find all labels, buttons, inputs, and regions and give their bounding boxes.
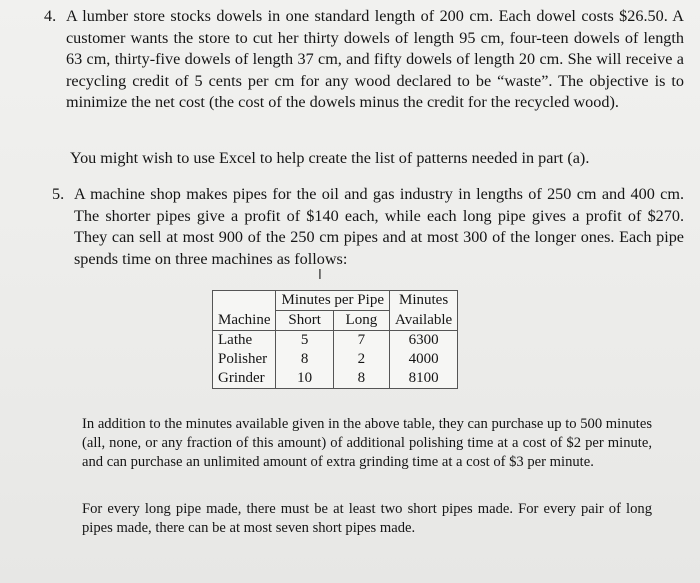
header-minutes-per-pipe: Minutes per Pipe [276, 291, 390, 311]
text-cursor-icon: I [318, 268, 322, 283]
header-short: Short [276, 311, 333, 331]
header-machine: Machine [213, 311, 276, 331]
problem-4-number: 4. [44, 7, 57, 25]
problem-4-text: A lumber store stocks dowels in one standard length of 200 cm. Each dowel costs $26.50. A customer wants the store to cut her thirty dowels of length 95 cm, four-teen dowels of length 63 cm, thirty-five dowels of length 37 cm, and fifty dowels of length 20 cm. She will receive a recycling credit of 5 cents per cm for any wood declared to be “waste”. The objective is to minimize the net cost (the cost of the dowels minus the credit for the recycled wood). [66, 7, 684, 112]
problem-4 [44, 6, 684, 114]
table-row [213, 369, 458, 389]
paragraph-extra-time: In addition to the minutes available given in the above table, they can purchase up to 500 minutes (all, none, or any fraction of this amount) of additional polishing time at a cost of $2 per minute, and can purchase an unlimited amount of extra grinding time at a cost of $3 per minute. [82, 416, 652, 470]
paragraph-ratio-constraints: For every long pipe made, there must be at least two short pipes made. For every pair of long pipes made, there can be at most seven short pipes made. [82, 501, 652, 536]
cell-long: 8 [333, 369, 389, 389]
cell-short: 5 [276, 331, 333, 351]
header-minutes: Minutes [389, 291, 457, 311]
cell-short: 8 [276, 350, 333, 369]
table-row [213, 350, 458, 369]
table-header-row-2 [213, 311, 458, 331]
cell-machine: Lathe [213, 331, 276, 351]
header-blank [213, 291, 276, 311]
cell-short: 10 [276, 369, 333, 389]
cell-available: 8100 [389, 369, 457, 389]
cell-long: 2 [333, 350, 389, 369]
cell-machine: Grinder [213, 369, 276, 389]
problem-5 [52, 184, 684, 270]
machine-time-table [212, 290, 458, 389]
header-available: Available [389, 311, 457, 331]
cell-machine: Polisher [213, 350, 276, 369]
problem-4-note: You might wish to use Excel to help create the list of patterns needed in part (a). [70, 149, 590, 167]
problem-5-number: 5. [52, 185, 65, 203]
problem-5-text: A machine shop makes pipes for the oil and gas industry in lengths of 250 cm and 400 cm. The shorter pipes give a profit of $140 each, while each long pipe gives a profit of $270. They can sell at most 900 of the 250 cm pipes and at most 300 of the longer ones. Each pipe spends time on three machines as follows: [74, 185, 684, 268]
cell-available: 6300 [389, 331, 457, 351]
table-row [213, 331, 458, 351]
header-long: Long [333, 311, 389, 331]
cell-available: 4000 [389, 350, 457, 369]
cell-long: 7 [333, 331, 389, 351]
table-header-row-1 [213, 291, 458, 311]
